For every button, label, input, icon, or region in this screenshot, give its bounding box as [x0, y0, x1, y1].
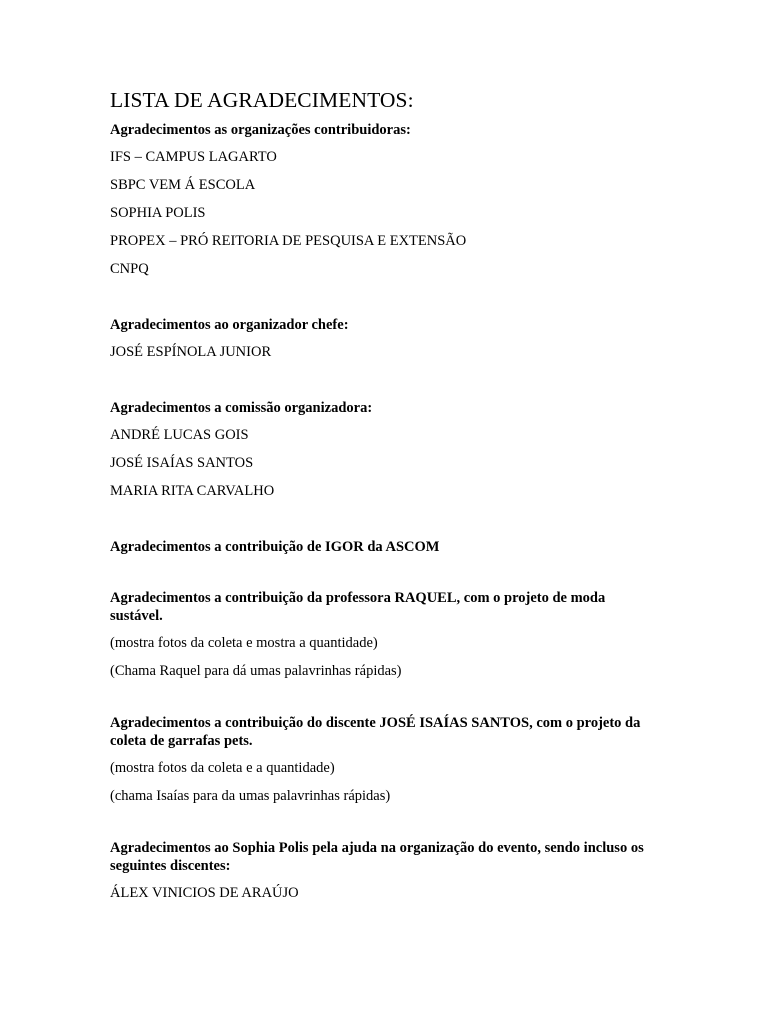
document-title: LISTA DE AGRADECIMENTOS: — [110, 88, 414, 112]
section-heading: Agradecimentos a contribuição de IGOR da ASCOM — [110, 539, 440, 555]
list-item: ÁLEX VINICIOS DE ARAÚJO — [110, 885, 299, 901]
list-item: ANDRÉ LUCAS GOIS — [110, 427, 249, 443]
section-heading: Agradecimentos ao Sophia Polis pela ajuda na organização do evento, sendo incluso os seguintes discentes: — [110, 840, 644, 874]
list-item: MARIA RITA CARVALHO — [110, 483, 275, 499]
section-raquel — [110, 589, 660, 680]
section-committee — [110, 399, 660, 500]
list-item: (mostra fotos da coleta e mostra a quantidade) — [110, 635, 378, 651]
section-organizations — [110, 121, 660, 278]
list-item: (mostra fotos da coleta e a quantidade) — [110, 760, 335, 776]
section-chief-organizer — [110, 316, 660, 361]
list-item: SBPC VEM Á ESCOLA — [110, 177, 256, 193]
list-item: IFS – CAMPUS LAGARTO — [110, 149, 277, 165]
section-heading: Agradecimentos a contribuição da professora RAQUEL, com o projeto de moda sustável. — [110, 590, 606, 624]
section-heading: Agradecimentos a comissão organizadora: — [110, 400, 373, 416]
section-ascom — [110, 538, 660, 556]
section-isaias — [110, 714, 660, 805]
section-heading: Agradecimentos ao organizador chefe: — [110, 317, 349, 333]
list-item: (chama Isaías para da umas palavrinhas rápidas) — [110, 788, 391, 804]
list-item: (Chama Raquel para dá umas palavrinhas rápidas) — [110, 663, 402, 679]
section-heading: Agradecimentos a contribuição do discente JOSÉ ISAÍAS SANTOS, com o projeto da coleta de garrafas pets. — [110, 715, 641, 749]
list-item: SOPHIA POLIS — [110, 205, 206, 221]
list-item: JOSÉ ISAÍAS SANTOS — [110, 455, 254, 471]
document-page — [110, 88, 660, 912]
section-sophia-polis — [110, 839, 660, 902]
section-heading: Agradecimentos as organizações contribuidoras: — [110, 122, 411, 138]
list-item: JOSÉ ESPÍNOLA JUNIOR — [110, 344, 272, 360]
list-item: PROPEX – PRÓ REITORIA DE PESQUISA E EXTENSÃO — [110, 233, 467, 249]
list-item: CNPQ — [110, 261, 149, 277]
